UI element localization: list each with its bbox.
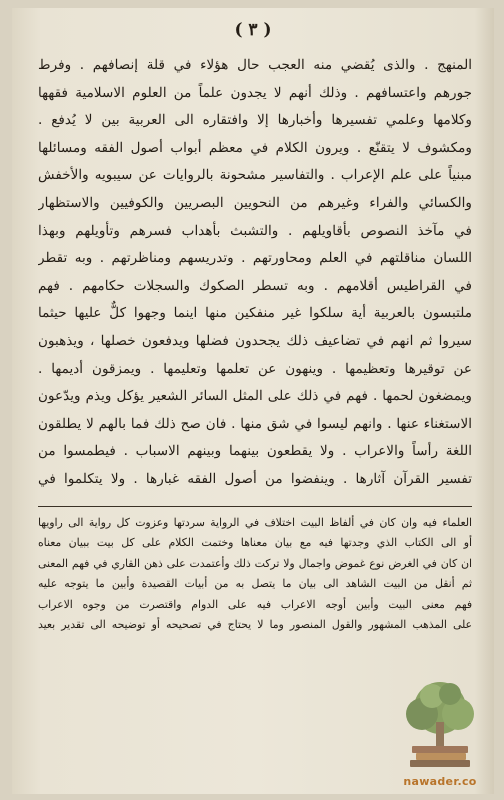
text-line: اللغة رأساً والاعراب . ولا يقطعون بينهما وبينهم الاسباب . فيطمسوا من — [38, 443, 472, 460]
text-line: في مآخذ النصوص بأقاويلهم . والتشبث بأهداب فسرهم وتأويلهم وبهذا — [38, 222, 472, 239]
tree-books-icon — [384, 674, 496, 774]
text-line: تفسير القرآن آثارها . وينفضوا من أصول الفقه غبارها . ولا يتكلموا في — [38, 470, 472, 487]
text-line: اللسان مناقلتهم في العلم ومحاورتهم . وتدريسهم ومناظرتهم . وبه تقطر — [38, 250, 472, 267]
text-line: والكسائي والفراء وغيرهم من النحويين البصريين والكوفيين والاستظهار — [38, 194, 472, 211]
text-line: وكلامها وعلمي تفسيرها وأخبارها إلا وافتقاره الى العربية بين لا يُدفع . — [38, 112, 472, 129]
footnote-line: أو الى الكتاب الذي وجدتها فيه مع بيان معناها وختمت الكلام على كل بيت ببيان معناه — [38, 536, 472, 550]
footnote-divider — [38, 506, 472, 507]
text-line: في القراطيس أقلامهم . وبه تسطر الصكوك والسجلات حكامهم . فهم — [38, 277, 472, 294]
text-line: ملتبسون بالعربية أية سلكوا غير منفكين منها اينما وجهوا كلٌّ عليها حيثما — [38, 305, 472, 322]
text-line: جورهم واعتسافهم . وذلك أنهم لا يجدون علماً من العلوم الاسلامية فقهها — [38, 84, 472, 101]
footnote-block — [38, 513, 472, 637]
footnote-line: ثم أنقل من البيت الشاهد الى بيان ما يتصل به من أبيات القصيدة وأبين ما يتوجه عليه — [38, 577, 472, 591]
footnote-line: ان كان في الغرض نوع غموض واجمال ولا تركت ذلك وأعتمدت على ذهن القاري في فهم المعنى — [38, 556, 472, 570]
text-line: مبنياً على علم الإعراب . والتفاسير مشحونة بالروايات عن سيبويه والأخفش — [38, 167, 472, 184]
main-text-block — [38, 52, 472, 494]
text-line: ويمضغون لحمها . فهم في ذلك على المثل السائر الشعير يؤكل ويذم ويدّعون — [38, 388, 472, 405]
watermark-logo — [384, 674, 496, 792]
text-line: ومكشوف لا يتقنّع . ويرون الكلام في معظم أبواب أصول الفقه ومسائلها — [38, 139, 472, 156]
text-line: المنهج . والذى يُقضي منه العجب حال هؤلاء في قلة إنصافهم . وفرط — [38, 57, 472, 73]
page-number: ( ٣ ) — [234, 20, 272, 40]
text-line: سيروا ثم انهم في تضاعيف ذلك يجحدون فضلها ويدفعون خصلها ، ويذهبون — [38, 332, 472, 349]
footnote-line: العلماء فيه وان كان في ألفاظ البيت اختلاف في الرواية سردتها وعزوت كل رواية الى راويها — [38, 515, 472, 529]
footnote-line: فهم معنى البيت وأبين أوجه الاعراب فيه على الدوام واقتصرت من وجوه الاعراب — [38, 597, 472, 611]
text-line: عن توقيرها وتعظيمها . وينهون عن تعلمها وتعليمها . ويمزقون أديمها . — [38, 360, 472, 377]
watermark-text: nawader.co — [403, 775, 477, 788]
footnote-line: على المذهب المشهور والقول المنصور وما لا يحتاج في تصحيحه أو توضيحه الى تقدير بعيد — [38, 618, 472, 632]
text-line: الاستغناء عنها . وانهم ليسوا في شق منها . فان صح ذلك فما بالهم لا يطلقون — [38, 415, 472, 432]
